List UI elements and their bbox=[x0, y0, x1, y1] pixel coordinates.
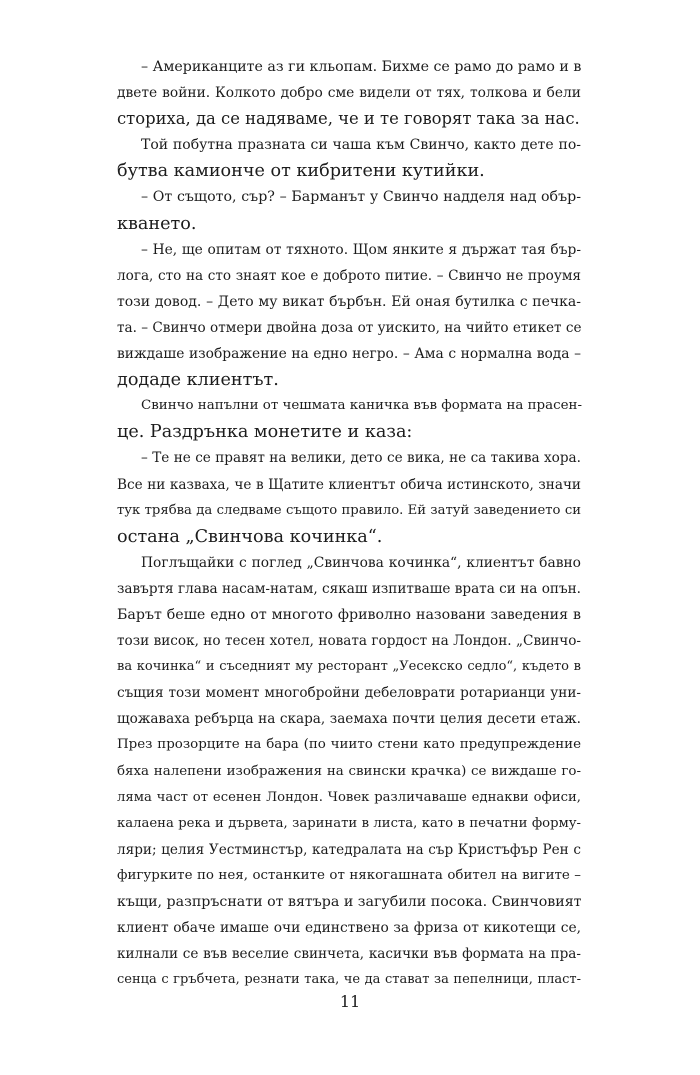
text-line: – От същото, сър? – Барманът у Свинчо надделя над обър- bbox=[141, 189, 581, 206]
text-line: този висок, но тесен хотел, новата гордост на Лондон. „Свинчо- bbox=[117, 633, 581, 650]
text-line: този довод. – Дето му викат бърбън. Ей оная бутилка с печка- bbox=[117, 293, 581, 310]
text-line: бутва камионче от кибритени кутийки. bbox=[117, 161, 485, 182]
text-line: лога, сто на сто знаят кое е доброто питие. – Свинчо не проумя bbox=[117, 267, 581, 284]
text-line: ва кочинка“ и съседният му ресторант „Уесекско седло“, където в bbox=[117, 659, 581, 675]
text-line: тук трябва да следваме същото правило. Ей затуй заведението си bbox=[117, 502, 581, 518]
text-line: двете войни. Колкото добро сме видели от тях, толкова и бели bbox=[117, 85, 581, 102]
text-line: ляма част от есенен Лондон. Човек различаваше еднакви офиси, bbox=[117, 789, 581, 805]
text-line: През прозорците на бара (по чиито стени като предупреждение bbox=[117, 737, 581, 753]
text-line: ляри; целия Уестминстър, катедралата на сър Кристъфър Рен с bbox=[117, 841, 581, 858]
text-line: – Американците аз ги кльопам. Бихме се рамо до рамо и в bbox=[141, 59, 582, 75]
text-line: сенца с гръбчета, резнати така, че да стават за пепелници, пласт- bbox=[117, 972, 581, 988]
text-line: – Не, ще опитам от тяхното. Щом янките я държат тая бър- bbox=[141, 241, 581, 258]
text-line: – Те не се правят на велики, дето се вика, не са такива хора. bbox=[141, 450, 581, 467]
text-line: це. Раздрънка монетите и каза: bbox=[117, 422, 413, 443]
text-line: завъртя глава насам-натам, сякаш изпитваше врата си на опън. bbox=[117, 580, 581, 597]
text-line: Все ни казваха, че в Щатите клиентът обича истинското, значи bbox=[117, 476, 581, 493]
text-line: щожаваха ребърца на скара, заемаха почти целия десети етаж. bbox=[117, 711, 581, 728]
text-line: фигурките по нея, останките от някогашната обител на вигите – bbox=[117, 867, 581, 883]
text-line: Поглъщайки с поглед „Свинчова кочинка“, клиентът бавно bbox=[141, 554, 581, 571]
text-line: остана „Свинчова кочинка“. bbox=[117, 526, 383, 547]
text-line: виждаше изображение на едно негро. – Ама с нормална вода – bbox=[117, 346, 581, 363]
body-text bbox=[117, 54, 581, 993]
text-line: Барът беше едно от многото фриволно назовани заведения в bbox=[117, 606, 581, 623]
text-line: сториха, да се надяваме, че и те говорят така за нас. bbox=[117, 109, 580, 129]
text-line: килнали се във веселие свинчета, касички във формата на пра- bbox=[117, 946, 581, 963]
text-line: додаде клиентът. bbox=[117, 370, 279, 391]
text-line: Той побутна празната си чаша към Свинчо, както дете по- bbox=[141, 137, 581, 154]
text-line: къщи, разпръснати от вятъра и загубили посока. Свинчовият bbox=[117, 894, 582, 910]
text-line: Свинчо напълни от чешмата каничка във формата на прасен- bbox=[141, 398, 582, 414]
page-number: 11 bbox=[339, 992, 361, 1011]
text-line: клиент обаче имаше очи единствено за фриза от кикотещи се, bbox=[117, 920, 581, 937]
text-line: бяха налепени изображения на свински крачка) се виждаше го- bbox=[117, 763, 581, 779]
text-line: калаена река и дървета, заринати в листа, като в печатни форму- bbox=[117, 815, 581, 831]
text-line: същия този момент многобройни дебеловрати ротарианци уни- bbox=[117, 685, 581, 702]
text-line: кването. bbox=[117, 213, 197, 234]
text-line: та. – Свинчо отмери двойна доза от уискито, на чийто етикет се bbox=[117, 319, 582, 336]
